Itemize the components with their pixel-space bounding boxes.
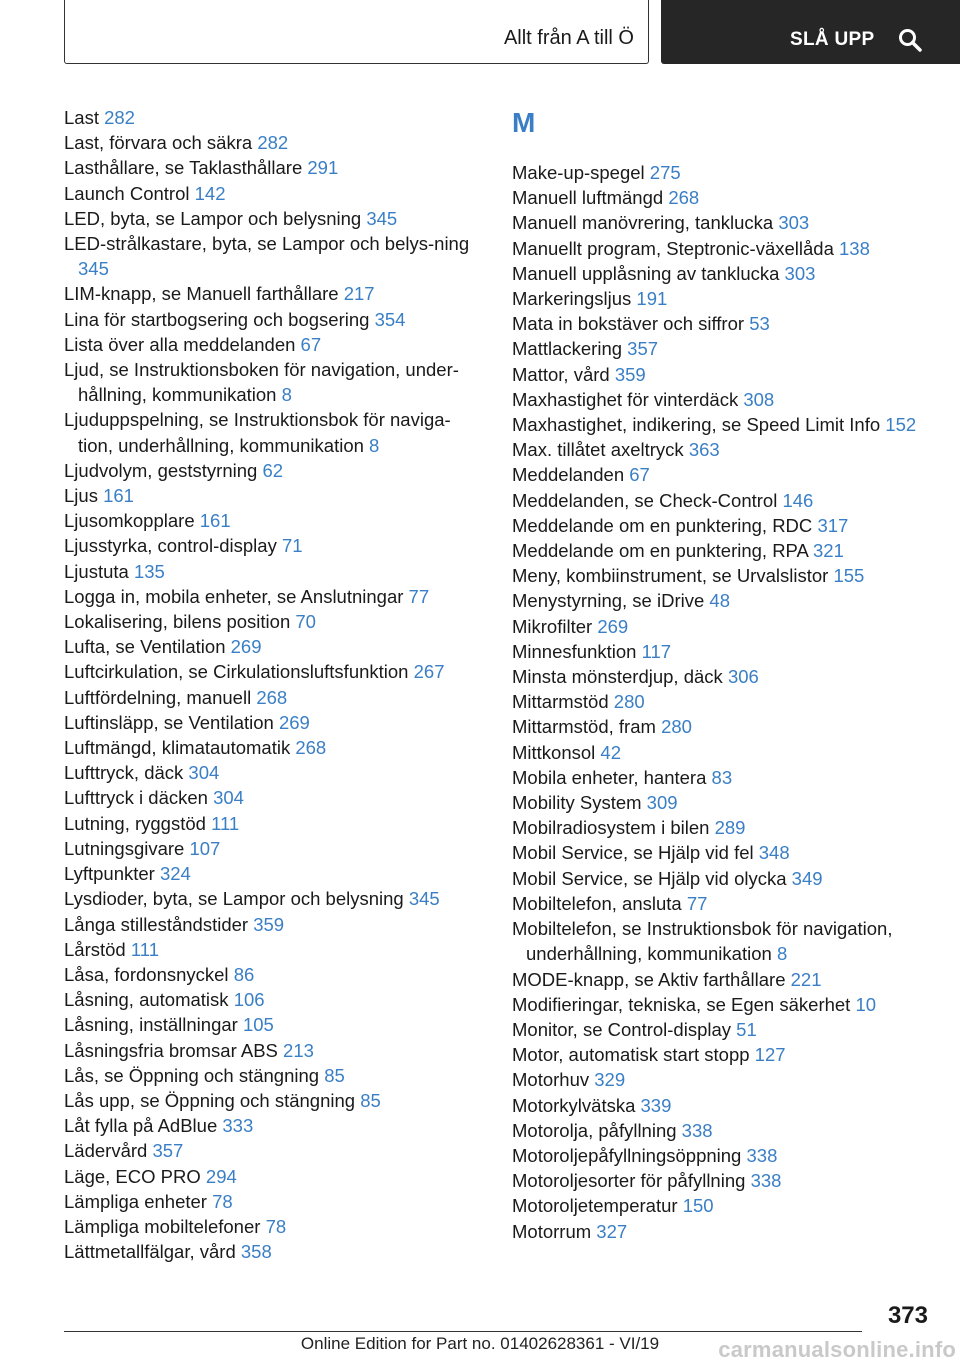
- page-link[interactable]: 77: [408, 585, 430, 607]
- page-link[interactable]: 282: [257, 132, 289, 154]
- index-term: Lufttryck i däcken: [64, 787, 208, 809]
- index-term: Lättmetallfälgar, vård: [64, 1241, 236, 1263]
- page-link[interactable]: 117: [641, 640, 672, 662]
- watermark: carmanualsonline.info: [718, 1337, 956, 1362]
- index-entry: [64, 307, 484, 332]
- index-term: Lämpliga mobiltelefoner: [64, 1215, 261, 1237]
- page-link[interactable]: 280: [613, 691, 645, 713]
- index-entry: [64, 533, 484, 558]
- page-link[interactable]: 280: [661, 716, 692, 738]
- page-link[interactable]: 62: [262, 459, 284, 481]
- page-link[interactable]: 71: [281, 535, 303, 557]
- index-entries-m: [512, 160, 922, 1244]
- footer-edition: Online Edition for Part no. 01402628361 - VI/19: [300, 1334, 660, 1353]
- index-term: Motoroljetemperatur: [512, 1195, 678, 1217]
- page-link[interactable]: 191: [636, 288, 668, 310]
- page-link[interactable]: 161: [199, 510, 231, 532]
- index-entry: [512, 1067, 922, 1092]
- index-entry: [64, 508, 484, 533]
- page-link[interactable]: 10: [855, 993, 877, 1015]
- index-term: Manuell luftmängd: [512, 187, 664, 209]
- index-entry: [512, 236, 922, 261]
- index-entry: [512, 1168, 922, 1193]
- index-entry: [512, 1118, 922, 1143]
- index-term: Luftmängd, klimatautomatik: [64, 737, 291, 759]
- page-link[interactable]: 146: [782, 489, 814, 511]
- index-term: Lista över alla meddelanden: [64, 333, 296, 355]
- index-entry: [64, 584, 484, 609]
- index-term: Ljudvolym, geststyrning: [64, 459, 258, 481]
- index-entry: [512, 462, 922, 487]
- page-link[interactable]: 8: [281, 384, 292, 406]
- index-term: LIM-knapp, se Manuell farthållare: [64, 283, 339, 305]
- index-entry: [512, 689, 922, 714]
- page-link[interactable]: 267: [413, 661, 445, 683]
- index-entry: [64, 1088, 484, 1113]
- page-link[interactable]: 317: [817, 514, 849, 536]
- index-entry: [512, 362, 922, 387]
- index-entry: [512, 185, 922, 210]
- index-entry: [64, 206, 484, 231]
- index-entry: [512, 437, 922, 462]
- index-term: Meddelande om en punktering, RPA: [512, 540, 808, 562]
- index-entry: [512, 588, 922, 613]
- index-column-right: [512, 105, 922, 1244]
- index-entry: [64, 912, 484, 937]
- index-entry: [64, 1164, 484, 1189]
- index-term: Monitor, se Control-display: [512, 1018, 732, 1040]
- index-entry: [512, 614, 922, 639]
- index-term: Ljuduppspelning, se Instruktionsbok för naviga‐tion, underhållning, kommunikation: [64, 409, 451, 456]
- index-term: Meddelanden: [512, 464, 625, 486]
- index-entry: [512, 563, 922, 588]
- index-term: Låsning, automatisk: [64, 989, 229, 1011]
- index-term: Maxhastighet för vinterdäck: [512, 388, 739, 410]
- index-entry: [64, 1012, 484, 1037]
- page-link[interactable]: 86: [233, 963, 255, 985]
- index-term: Make-up-spegel: [512, 162, 645, 183]
- page-link[interactable]: 111: [211, 812, 240, 834]
- index-term: Lås upp, se Öppning och stängning: [64, 1089, 356, 1111]
- page-link[interactable]: 42: [600, 741, 621, 763]
- index-entry: [512, 840, 922, 865]
- index-term: Mattlackering: [512, 338, 623, 360]
- page-link[interactable]: 357: [152, 1140, 184, 1162]
- index-term: Lutning, ryggstöd: [64, 812, 206, 834]
- index-entry: [64, 987, 484, 1012]
- page-link[interactable]: 303: [778, 212, 810, 234]
- page-link[interactable]: 309: [646, 792, 678, 814]
- index-entry: [64, 483, 484, 508]
- page-link[interactable]: 161: [103, 485, 134, 507]
- index-entry: [64, 685, 484, 710]
- index-entry: [512, 1219, 922, 1244]
- index-term: Ljustuta: [64, 560, 129, 582]
- index-term: Mattor, vård: [512, 363, 610, 385]
- index-term: Låsning, inställningar: [64, 1014, 238, 1036]
- index-term: Luftinsläpp, se Ventilation: [64, 711, 274, 733]
- index-entry: [64, 458, 484, 483]
- index-term: Mobil Service, se Hjälp vid olycka: [512, 867, 787, 889]
- index-term: Motorrum: [512, 1220, 592, 1242]
- index-term: Mittkonsol: [512, 741, 596, 763]
- index-entry: [64, 836, 484, 861]
- index-term: Lås, se Öppning och stängning: [64, 1064, 320, 1086]
- index-entry: [512, 286, 922, 311]
- index-entry: [512, 866, 922, 891]
- page-link[interactable]: 70: [295, 611, 316, 633]
- index-entry: [64, 181, 484, 206]
- index-entry: [64, 281, 484, 306]
- index-term: MODE-knapp, se Aktiv farthållare: [512, 968, 786, 990]
- index-term: Markeringsljus: [512, 288, 632, 310]
- page-link[interactable]: 221: [790, 968, 822, 990]
- page-link[interactable]: 135: [133, 560, 165, 582]
- page-link[interactable]: 77: [686, 892, 708, 914]
- page-link[interactable]: 269: [230, 636, 262, 658]
- search-button[interactable]: [661, 0, 960, 64]
- index-entry: [64, 861, 484, 886]
- index-entry: [64, 407, 484, 457]
- index-term: Motorhuv: [512, 1069, 590, 1091]
- header-section-title: Allt från A till Ö: [503, 27, 634, 49]
- page-link[interactable]: 150: [682, 1195, 714, 1217]
- page-link[interactable]: 138: [839, 237, 870, 259]
- index-term: Läge, ECO PRO: [64, 1165, 201, 1187]
- index-entry: [512, 160, 922, 185]
- page-link[interactable]: 348: [758, 842, 790, 864]
- index-term: Meddelanden, se Check-Control: [512, 489, 778, 511]
- index-entry: [64, 1138, 484, 1163]
- index-term: Modifieringar, tekniska, se Egen säkerhet: [512, 993, 851, 1015]
- index-entry: [64, 760, 484, 785]
- page-link[interactable]: 51: [736, 1018, 757, 1040]
- index-entry: [64, 130, 484, 155]
- index-term: Ljusomkopplare: [64, 510, 195, 532]
- index-term: Max. tillåtet axeltryck: [512, 439, 684, 461]
- page-link[interactable]: 269: [597, 615, 629, 637]
- index-entry: [512, 714, 922, 739]
- index-term: Last: [64, 107, 99, 128]
- index-term: Låt fylla på AdBlue: [64, 1115, 218, 1137]
- index-entry: [64, 1063, 484, 1088]
- index-entry: [512, 891, 922, 916]
- page-link[interactable]: 338: [750, 1170, 782, 1192]
- index-column-left: [64, 105, 484, 1264]
- index-term: Lutningsgivare: [64, 837, 185, 859]
- index-entry: [64, 710, 484, 735]
- index-entry: [64, 1239, 484, 1264]
- page-link[interactable]: 358: [240, 1241, 272, 1263]
- index-term: Meny, kombiinstrument, se Urvalslistor: [512, 565, 829, 587]
- page-link[interactable]: 268: [256, 686, 288, 708]
- index-term: Ljus: [64, 485, 98, 507]
- page-link[interactable]: 127: [754, 1044, 786, 1066]
- page-link[interactable]: 357: [627, 338, 659, 360]
- index-term: Ljud, se Instruktionsboken för navigation, under‐hållning, kommunikation: [64, 359, 459, 406]
- page-link[interactable]: 338: [681, 1119, 713, 1141]
- index-term: Maxhastighet, indikering, se Speed Limit Info: [512, 414, 881, 436]
- index-entry: [64, 785, 484, 810]
- index-term: Mittarmstöd: [512, 691, 609, 713]
- index-term: Mobiltelefon, se Instruktionsbok för navigation, underhållning, kommunikation: [512, 918, 893, 965]
- index-entry: [64, 735, 484, 760]
- index-term: Motorkylvätska: [512, 1094, 636, 1116]
- index-term: Mobil Service, se Hjälp vid fel: [512, 842, 754, 864]
- page-link[interactable]: 152: [885, 414, 917, 436]
- page-link[interactable]: 155: [833, 565, 865, 587]
- index-term: Minnesfunktion: [512, 640, 637, 662]
- index-term: LED, byta, se Lampor och belysning: [64, 207, 362, 229]
- page-link[interactable]: 339: [640, 1094, 672, 1116]
- index-entry: [64, 609, 484, 634]
- page-link[interactable]: 111: [130, 938, 159, 960]
- index-entry: [512, 538, 922, 563]
- index-entry: [512, 765, 922, 790]
- page-link[interactable]: 142: [194, 182, 226, 204]
- index-term: Låsningsfria bromsar ABS: [64, 1039, 278, 1061]
- page-link[interactable]: 268: [668, 187, 700, 209]
- index-term: Launch Control: [64, 182, 190, 204]
- index-entry: [64, 811, 484, 836]
- index-term: Meddelande om en punktering, RDC: [512, 514, 813, 536]
- index-entry: [512, 639, 922, 664]
- page-link[interactable]: 294: [205, 1165, 237, 1187]
- index-term: Lasthållare, se Taklasthållare: [64, 157, 303, 179]
- index-term: Låsa, fordonsnyckel: [64, 963, 229, 985]
- footer-divider: [64, 1331, 862, 1332]
- index-entry: [512, 740, 922, 765]
- page-link[interactable]: 53: [749, 313, 770, 335]
- index-entry: [64, 886, 484, 911]
- page-link[interactable]: 83: [711, 766, 733, 788]
- index-term: Lina för startbogsering och bogsering: [64, 308, 370, 330]
- page-link[interactable]: 48: [709, 590, 730, 612]
- index-term: Lädervård: [64, 1140, 148, 1162]
- page-link[interactable]: 268: [295, 737, 327, 759]
- page-link[interactable]: 359: [253, 913, 285, 935]
- index-entry: [64, 1214, 484, 1239]
- index-entry: [64, 105, 484, 130]
- page-link[interactable]: 345: [78, 258, 109, 280]
- page-link[interactable]: 105: [242, 1014, 274, 1036]
- page-link[interactable]: 85: [360, 1089, 381, 1111]
- page-link[interactable]: 106: [233, 989, 265, 1011]
- index-entry: [512, 1017, 922, 1042]
- page-link[interactable]: 304: [213, 787, 244, 809]
- page-link[interactable]: 354: [374, 308, 406, 330]
- page-link[interactable]: 8: [369, 434, 380, 456]
- page-link[interactable]: 217: [343, 283, 375, 305]
- index-entry: [512, 992, 922, 1017]
- index-entry: [64, 1038, 484, 1063]
- page-link[interactable]: 269: [278, 711, 310, 733]
- index-term: Lårstöd: [64, 938, 126, 960]
- page-link[interactable]: 363: [688, 439, 720, 461]
- page-link[interactable]: 308: [743, 388, 775, 410]
- index-term: Motoroljepåfyllningsöppning: [512, 1144, 742, 1166]
- page-link[interactable]: 329: [594, 1069, 626, 1091]
- page-link[interactable]: 338: [746, 1144, 778, 1166]
- page-link[interactable]: 345: [408, 888, 440, 910]
- index-letter-heading: M: [512, 107, 536, 138]
- index-entry: [64, 332, 484, 357]
- index-term: Lysdioder, byta, se Lampor och belysning: [64, 888, 404, 910]
- index-entry: [64, 231, 484, 281]
- page-link[interactable]: 333: [222, 1115, 254, 1137]
- index-entry: [512, 815, 922, 840]
- page-link[interactable]: 67: [629, 464, 650, 486]
- index-term: Lufttryck, däck: [64, 762, 184, 784]
- index-entry: [64, 1189, 484, 1214]
- page-link[interactable]: 107: [189, 837, 221, 859]
- page-link[interactable]: 324: [159, 863, 191, 885]
- index-term: Mobila enheter, hantera: [512, 766, 707, 788]
- page-link[interactable]: 327: [596, 1220, 628, 1242]
- index-term: Lokalisering, bilens position: [64, 611, 291, 633]
- index-entry: [512, 210, 922, 235]
- index-entry: [64, 634, 484, 659]
- index-term: Mobility System: [512, 792, 642, 814]
- index-term: Menystyrning, se iDrive: [512, 590, 705, 612]
- index-entry: [512, 1093, 922, 1118]
- page-link[interactable]: 8: [776, 943, 788, 965]
- index-term: Lyftpunkter: [64, 863, 155, 885]
- index-entry: [512, 1143, 922, 1168]
- page-link[interactable]: 67: [300, 333, 322, 355]
- index-entry: [512, 336, 922, 361]
- index-term: Mobiltelefon, ansluta: [512, 892, 682, 914]
- index-term: Mata in bokstäver och siffror: [512, 313, 745, 335]
- index-term: Lämpliga enheter: [64, 1190, 207, 1212]
- index-entry: [512, 664, 922, 689]
- index-entry: [512, 513, 922, 538]
- index-term: Minsta mönsterdjup, däck: [512, 666, 723, 688]
- page-link[interactable]: 78: [265, 1215, 287, 1237]
- index-term: Luftcirkulation, se Cirkulationsluftsfunktion: [64, 661, 409, 683]
- page-number: 373: [887, 1302, 928, 1329]
- index-entry: [64, 155, 484, 180]
- index-term: Motor, automatisk start stopp: [512, 1044, 750, 1066]
- page-link[interactable]: 85: [324, 1064, 345, 1086]
- index-entry: [64, 937, 484, 962]
- index-term: LED-strålkastare, byta, se Lampor och belys‐ning: [64, 233, 470, 255]
- index-entry: [64, 357, 484, 407]
- page-link[interactable]: 275: [649, 162, 681, 183]
- index-term: Mittarmstöd, fram: [512, 716, 656, 738]
- search-label: SLÅ UPP: [790, 29, 875, 50]
- index-term: Luftfördelning, manuell: [64, 686, 252, 708]
- header-tab-index[interactable]: [64, 0, 649, 64]
- index-entry: [512, 967, 922, 992]
- index-entry: [64, 659, 484, 684]
- index-entry: [512, 387, 922, 412]
- index-term: Ljusstyrka, control-display: [64, 535, 277, 557]
- page-link[interactable]: 289: [714, 817, 746, 839]
- page-link[interactable]: 304: [188, 762, 220, 784]
- index-term: Last, förvara och säkra: [64, 132, 253, 154]
- page-link[interactable]: 303: [784, 262, 816, 284]
- index-term: Manuell manövrering, tanklucka: [512, 212, 774, 234]
- page-link[interactable]: 321: [813, 540, 844, 562]
- index-entry: [512, 412, 922, 437]
- index-term: Logga in, mobila enheter, se Anslutningar: [64, 585, 404, 607]
- page-link[interactable]: 213: [283, 1039, 314, 1061]
- index-term: Långa stilleståndstider: [64, 913, 249, 935]
- page-link[interactable]: 345: [366, 207, 398, 229]
- index-entry: [512, 1042, 922, 1067]
- index-entry: [512, 488, 922, 513]
- page-link[interactable]: 349: [791, 867, 823, 889]
- index-term: Mobilradiosystem i bilen: [512, 817, 710, 839]
- page-link[interactable]: 282: [104, 107, 135, 128]
- page-link[interactable]: 291: [307, 157, 339, 179]
- index-term: Manuellt program, Steptronic-växellåda: [512, 237, 834, 259]
- index-entry: [64, 962, 484, 987]
- page-link[interactable]: 359: [614, 363, 646, 385]
- page-link[interactable]: 78: [212, 1190, 233, 1212]
- index-entry: [512, 916, 922, 966]
- index-entry: [512, 1193, 922, 1218]
- index-entry: [512, 311, 922, 336]
- index-entry: [512, 261, 922, 286]
- index-entry: [512, 790, 922, 815]
- index-term: Mikrofilter: [512, 615, 593, 637]
- index-term: Manuell upplåsning av tanklucka: [512, 262, 780, 284]
- index-entry: [64, 1113, 484, 1138]
- index-term: Lufta, se Ventilation: [64, 636, 226, 658]
- page-link[interactable]: 306: [727, 666, 759, 688]
- index-term: Motoroljesorter för påfyllning: [512, 1170, 746, 1192]
- index-term: Motorolja, påfyllning: [512, 1119, 677, 1141]
- index-entry: [64, 559, 484, 584]
- search-icon: [898, 28, 922, 52]
